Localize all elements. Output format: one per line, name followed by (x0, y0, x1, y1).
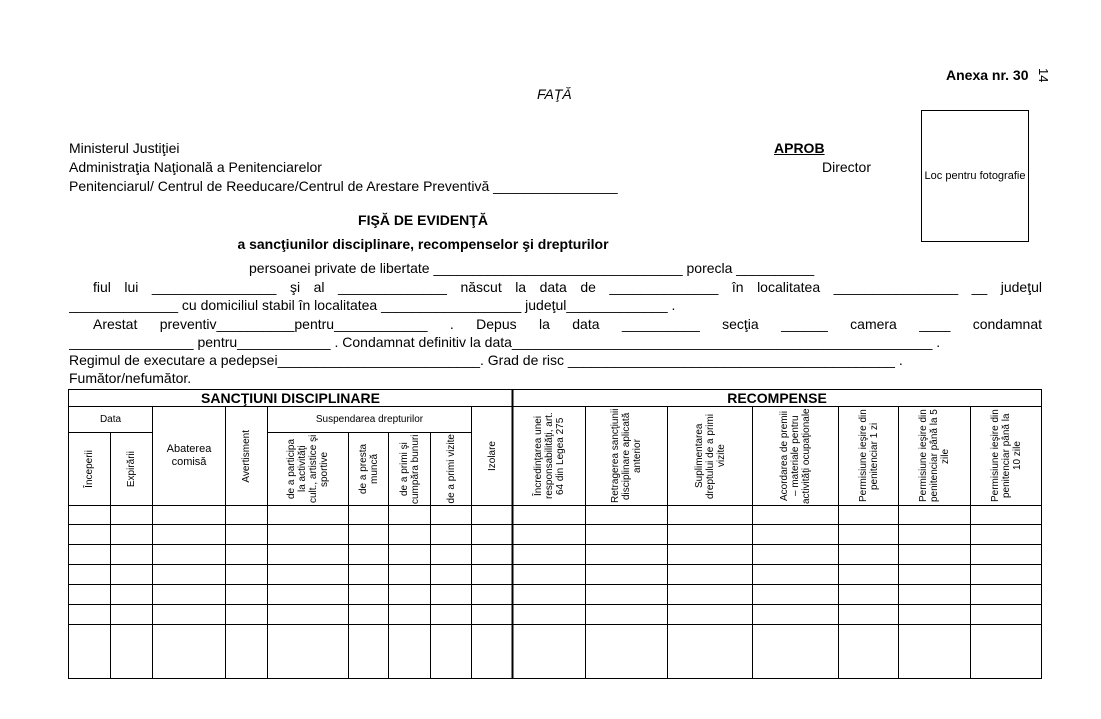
table-row[interactable] (69, 585, 1041, 604)
institution-label: Penitenciarul/ Centrul de Reeducare/Centrul de Arestare Preventivă ________________ (69, 178, 618, 194)
suspension-goods-header: de a primi şi cumpăra bunuri (398, 434, 421, 504)
form-subtitle: a sancţiunilor disciplinare, recompenselor şi drepturilor (237, 236, 609, 252)
table-row[interactable] (69, 565, 1041, 584)
reward-leave-1-day-header: Permisiune ieşire din penitenciar 1 zi (857, 409, 880, 503)
annex-number: Anexa nr. 30 (946, 67, 1029, 83)
reward-withdraw-sanction-header: Retragerea sancţiunii disciplinare aplicată anterior (610, 408, 643, 504)
suspension-work-header: de a presta muncă (357, 443, 380, 495)
form-line-smoker[interactable]: Fumător/nefumător. (69, 370, 192, 386)
form-line-conviction[interactable]: ________________ pentru____________ . Condamnat definitiv la data______________________________________________________ . (69, 334, 941, 350)
form-line-person[interactable]: persoanei private de libertate ________________________________ porecla __________ (249, 260, 815, 276)
table-row[interactable] (69, 545, 1041, 564)
reward-responsibility-header: Încredinţarea unei responsabilităţi, art. 64 din Legea 275 (532, 412, 566, 500)
administration-label: Administraţia Naţională a Penitenciarelor (69, 159, 322, 175)
form-line-regime[interactable]: Regimul de executare a pedepsei__________________________. Grad de risc __________________________________________ . (69, 352, 903, 368)
reward-leave-10-days-header: Permisiune ieşire din penitenciar până la 10 zile (989, 409, 1023, 503)
isolation-header: Izolare (486, 440, 498, 471)
table-row[interactable] (69, 625, 1041, 678)
form-line-domicile[interactable]: ______________ cu domiciliul stabil în localitatea __________________ judeţul_____________ . (69, 297, 676, 313)
form-line-arrest[interactable]: Arestat preventiv__________pentru____________ . Depus la data __________ secţia ______ camera ____ condamnat (93, 316, 1042, 332)
page-number (1036, 68, 1051, 82)
table-row[interactable] (69, 525, 1041, 544)
reward-extra-visit-header: Suplimentarea dreptului de a primi vizite (693, 413, 727, 499)
form-line-parents[interactable]: fiul lui ________________ şi al ______________ născut la data de ______________ în localitatea ________________ __ judeţul (93, 279, 1042, 295)
warning-header: Avertisment (241, 429, 252, 483)
suspension-header: Suspendarea drepturilor (315, 414, 424, 425)
suspension-visits-header: de a primi vizite (445, 434, 457, 504)
date-header: Data (99, 414, 122, 425)
table-row[interactable] (69, 506, 1041, 524)
photo-placeholder-label: Loc pentru fotografie (924, 170, 1026, 182)
page-side-label: FAŢĂ (537, 86, 572, 102)
page-number-text: 14 (1036, 68, 1051, 83)
reward-prizes-header: Acordarea de premii – materiale pentru activităţi ocupaţionale (779, 408, 812, 504)
sanctions-section-header: SANCŢIUNI DISCIPLINARE (201, 390, 380, 406)
photo-placeholder (921, 110, 1029, 242)
ministry-label: Ministerul Justiţiei (69, 140, 180, 156)
start-date-header: Începerii (84, 450, 95, 488)
approve-label: APROB (774, 140, 825, 156)
form-title: FIŞĂ DE EVIDENŢĂ (358, 212, 488, 228)
offense-header: Abaterea comisă (166, 443, 212, 468)
reward-leave-5-days-header: Permisiune ieşire din penitenciar până la 5 zile (918, 409, 951, 503)
director-label: Director (822, 159, 872, 175)
suspension-cultural-header: de a participa la activităţi cult., artistice şi sportive (286, 434, 330, 504)
table-row[interactable] (69, 605, 1041, 624)
expiry-date-header: Expirării (126, 450, 137, 488)
rewards-section-header: RECOMPENSE (727, 390, 827, 406)
